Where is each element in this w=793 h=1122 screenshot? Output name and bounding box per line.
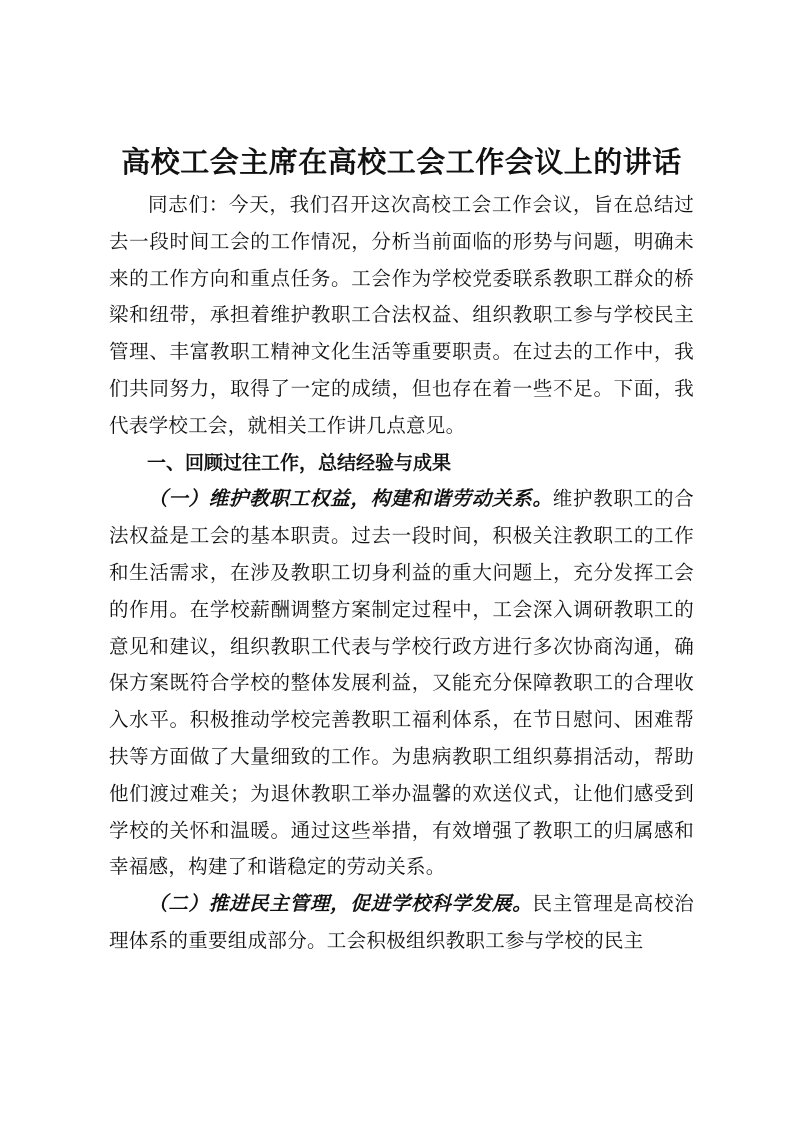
subsection-body-2: 民主管理是高校治理体系的重要组成部分。工会积极组织教职工参与学校的民主 (109, 892, 694, 952)
subsection-lead-2: （二）推进民主管理，促进学校科学发展。 (148, 892, 533, 916)
subsection-body-1: 维护教职工的合法权益是工会的基本职责。过去一段时间，积极关注教职工的工作和生活需求，在涉及教职工切身利益的重大问题上，充分发挥工会的作用。在学校薪酬调整方案制定过程中，工会深入调研教职工的意见和建议，组织教职工代表与学校行政方进行多次协商沟通，确保方案既符合学校的整体发展利益，又能充分保障教职工的合理收入水平。积极推动学校完善教职工福利体系，在节日慰问、困难帮扶等方面做了大量细致的工作。为患病教职工组织募捐活动，帮助他们渡过难关；为退休教职工举办温馨的欢送仪式，让他们感受到学校的关怀和温暖。通过这些举措，有效增强了教职工的归属感和幸福感，构建了和谐稳定的劳动关系。 (109, 487, 694, 879)
intro-paragraph: 同志们：今天，我们召开这次高校工会工作会议，旨在总结过去一段时间工会的工作情况，分析当前面临的形势与问题，明确未来的工作方向和重点任务。工会作为学校党委联系教职工群众的桥梁和纽带，承担着维护教职工合法权益、组织教职工参与学校民主管理、丰富教职工精神文化生活等重要职责。在过去的工作中，我们共同努力，取得了一定的成绩，但也存在着一些不足。下面，我代表学校工会，就相关工作讲几点意见。 (109, 193, 694, 437)
document-title: 高校工会主席在高校工会工作会议上的讲话 (121, 145, 682, 179)
document-page (109, 142, 694, 960)
section-heading-1: 一、回顾过往工作，总结经验与成果 (147, 451, 452, 474)
subsection-paragraph-1 (109, 481, 694, 886)
subsection-lead-1: （一）维护教职工权益，构建和谐劳动关系。 (148, 487, 553, 511)
subsection-paragraph-2 (109, 886, 694, 960)
